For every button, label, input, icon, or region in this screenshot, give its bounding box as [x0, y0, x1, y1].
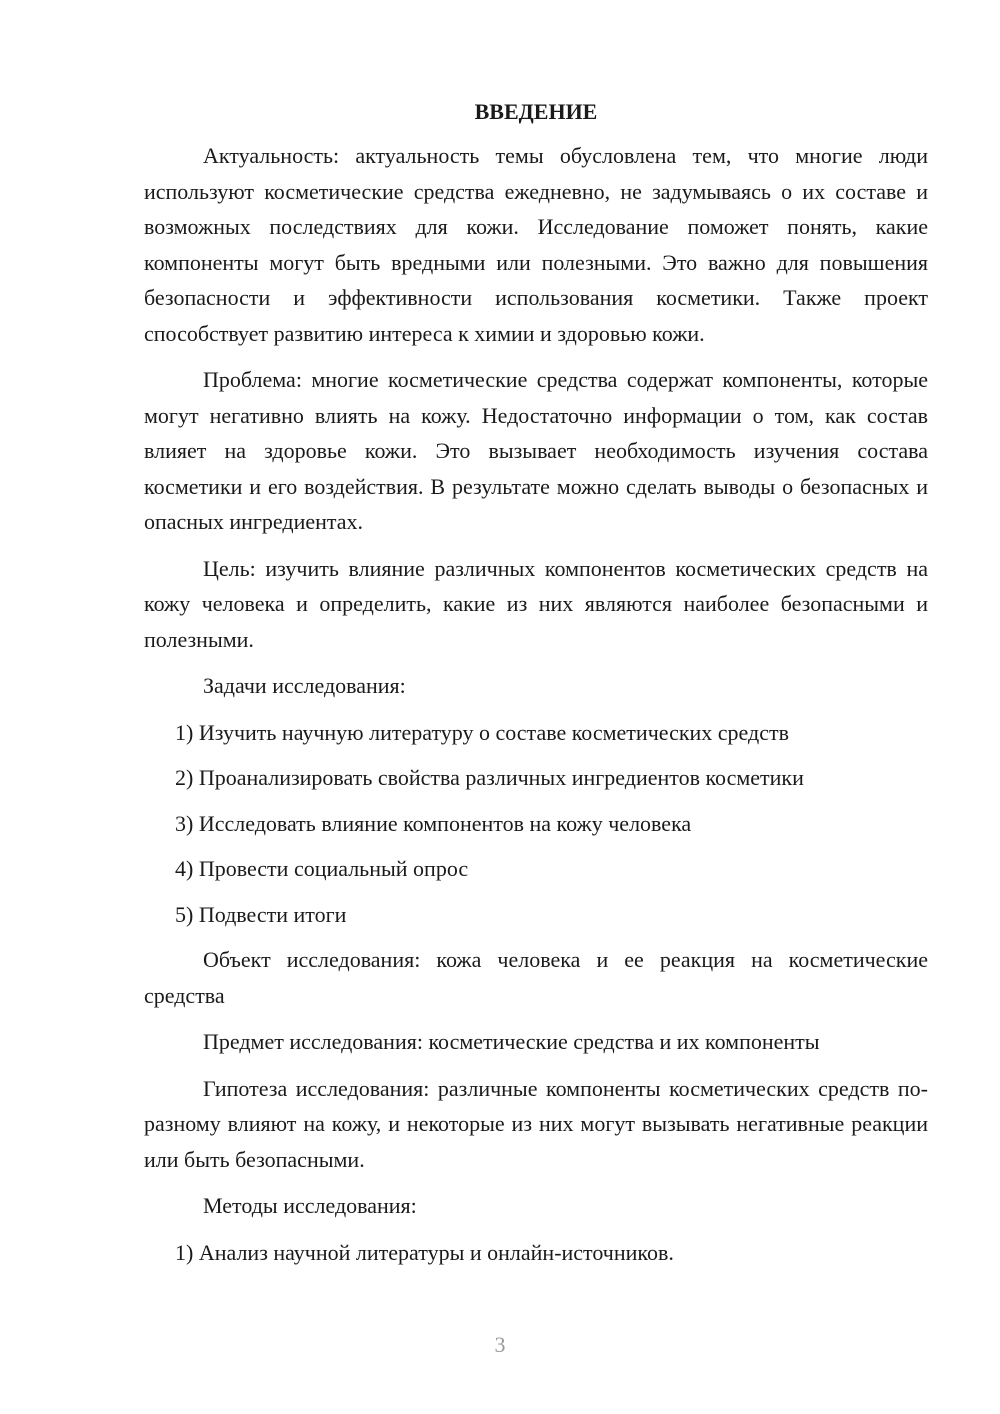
list-item: 1) Изучить научную литературу о составе косметических средств: [175, 719, 789, 745]
page-body: [144, 94, 928, 1280]
list-item: 3) Исследовать влияние компонентов на кожу человека: [175, 810, 692, 836]
object-paragraph: Объект исследования: кожа человека и ее реакция на косметические средства: [144, 947, 928, 1008]
list-item: 1) Анализ научной литературы и онлайн-источников.: [175, 1239, 674, 1265]
list-item: 2) Проанализировать свойства различных ингредиентов косметики: [175, 765, 804, 790]
tasks-list: [144, 715, 928, 933]
section-heading: ВВЕДЕНИЕ: [474, 99, 598, 124]
subject-paragraph: Предмет исследования: косметические средства и их компоненты: [203, 1029, 820, 1054]
list-item: 4) Провести социальный опрос: [175, 856, 469, 881]
problem-paragraph: Проблема: многие косметические средства содержат компоненты, которые могут негативно влиять на кожу. Недостаточно информации о том, как состав влияет на здоровье кожи. Это вызывает необходимость изучения состава косметики и его воздействия. В результате можно сделать выводы о безопасных и опасных ингредиентах.: [144, 367, 928, 534]
methods-title: Методы исследования:: [203, 1193, 417, 1218]
methods-list: [144, 1235, 928, 1271]
goal-paragraph: Цель: изучить влияние различных компонентов косметических средств на кожу человека и определить, какие из них являются наиболее безопасными и полезными.: [144, 555, 928, 652]
relevance-paragraph: Актуальность: актуальность темы обусловлена тем, что многие люди используют косметические средства ежедневно, не задумываясь о их составе и возможных последствиях для кожи. Исследование поможет понять, какие компоненты могут быть вредными или полезными. Это важно для повышения безопасности и эффективности использования косметики. Также проект способствует развитию интереса к химии и здоровью кожи.: [144, 143, 928, 346]
page-number: 3: [494, 1332, 506, 1357]
hypothesis-paragraph: Гипотеза исследования: различные компоненты косметических средств по-разному влияют на кожу, и некоторые из них могут вызывать негативные реакции или быть безопасными.: [144, 1075, 928, 1172]
tasks-title: Задачи исследования:: [203, 673, 406, 698]
list-item: 5) Подвести итоги: [175, 901, 347, 927]
